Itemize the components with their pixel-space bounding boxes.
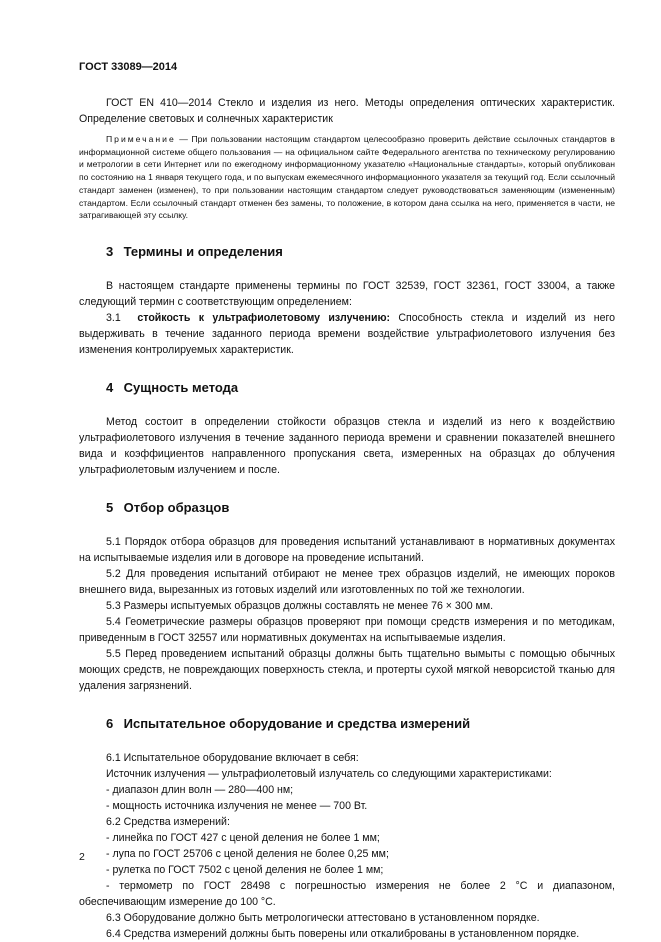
paragraph-6-1: 6.1 Испытательное оборудование включает в себя:	[106, 751, 359, 764]
section-number: 3	[106, 243, 114, 259]
paragraph-5-3: 5.3 Размеры испытуемых образцов должны составлять не менее 76 × 300 мм.	[106, 599, 494, 612]
section-number: 5	[106, 499, 114, 515]
section-4-heading	[79, 378, 615, 398]
note-label: Примечание	[106, 134, 176, 144]
paragraph-5-2: 5.2 Для проведения испытаний отбирают не менее трех образцов изделий, не имеющих пороков внешнего вида, вырезанных из готовых изделий или изготовленных по той же технологии.	[79, 567, 615, 596]
page-number: 2	[79, 851, 85, 863]
equipment-list	[79, 766, 615, 814]
section-title: Отбор образцов	[123, 499, 230, 515]
page-header: ГОСТ 33089—2014	[79, 61, 178, 73]
section-title: Термины и определения	[123, 243, 283, 259]
section-number: 4	[106, 379, 114, 395]
paragraph-5-1: 5.1 Порядок отбора образцов для проведения испытаний устанавливают в нормативных документах на испытываемые изделия или в договоре на проведение испытаний.	[79, 535, 615, 564]
section-number: 6	[106, 715, 114, 731]
note	[79, 133, 615, 222]
reference-gost-en-410: ГОСТ EN 410—2014 Стекло и изделия из него. Методы определения оптических характеристик. Определение световых и солнечных характеристик	[79, 97, 615, 125]
section-title: Испытательное оборудование и средства измерений	[123, 715, 471, 731]
paragraph-5-4: 5.4 Геометрические размеры образцов проверяют при помощи средств измерения и по методикам, приведенным в ГОСТ 32557 или нормативных документах на испытываемые изделия.	[79, 615, 615, 644]
document-body	[79, 95, 615, 942]
list-item: - мощность источника излучения не менее — 700 Вт.	[106, 799, 368, 812]
instruments-list	[79, 830, 615, 878]
term-definition-text: Способность стекла и изделий из него выдерживать в течение заданного периода времени воздействие ультрафиолетового излучения без изменения контролируемых характеристик.	[79, 311, 615, 356]
term-definition	[79, 310, 615, 358]
list-item: - диапазон длин волн — 280—400 нм;	[106, 783, 294, 796]
list-item: - термометр по ГОСТ 28498 с погрешностью измерения не более 2 °C и диапазоном, обеспечивающим измерение до 100 °C.	[79, 879, 615, 908]
term: стойкость к ультрафиолетовому излучению:	[137, 311, 391, 324]
list-item: - рулетка по ГОСТ 7502 с ценой деления не более 1 мм;	[106, 863, 384, 876]
section-3-intro: В настоящем стандарте применены термины по ГОСТ 32539, ГОСТ 32361, ГОСТ 33004, а также следующий термин с соответствующим определением:	[79, 279, 615, 308]
section-title: Сущность метода	[123, 379, 239, 395]
paragraph-5-5: 5.5 Перед проведением испытаний образцы должны быть тщательно вымыты с помощью обычных моющих средств, не повреждающих поверхность стекла, и протерты сухой мягкой неворсистой тканью для удаления загрязнений.	[79, 647, 615, 692]
section-6-heading	[79, 714, 615, 734]
term-number: 3.1	[106, 311, 121, 324]
note-text: — При пользовании настоящим стандартом целесообразно проверить действие ссылочных стандартов в информационной системе общего пользования — на официальном сайте Федерального агентства по техническому регулированию и метрологии в сети Интернет или по ежегодному информационному указателю «Национальные стандарты», который опубликован по состоянию на 1 января текущего года, и по выпускам ежемесячного информационного указателя за текущий год. Если ссылочный стандарт заменен (изменен), то при пользовании настоящим стандартом следует руководствоваться заменяющим (измененным) стандартом. Если ссылочный стандарт отменен без замены, то положение, в котором дана ссылка на него, применяется в части, не затрагивающей эту ссылку.	[79, 134, 615, 221]
paragraph-6-2: 6.2 Средства измерений:	[106, 815, 230, 828]
section-3-heading	[79, 242, 615, 262]
section-5-heading	[79, 498, 615, 518]
list-item: - лупа по ГОСТ 25706 с ценой деления не более 0,25 мм;	[106, 847, 389, 860]
paragraph-6-4: 6.4 Средства измерений должны быть поверены или откалиброваны в установленном порядке.	[106, 927, 580, 940]
list-item: - линейка по ГОСТ 427 с ценой деления не более 1 мм;	[106, 831, 380, 844]
list-item: Источник излучения — ультрафиолетовый излучатель со следующими характеристиками:	[106, 767, 552, 780]
section-4-text: Метод состоит в определении стойкости образцов стекла и изделий из него к воздействию ультрафиолетового излучения в течение заданного периода времени и сравнении показателей внешнего вида и коэффициентов направленного пропускания света, измеренных на образцах до облучения ультрафиолетовым излучением и после.	[79, 415, 615, 476]
paragraph-6-3: 6.3 Оборудование должно быть метрологически аттестовано в установленном порядке.	[106, 911, 540, 924]
